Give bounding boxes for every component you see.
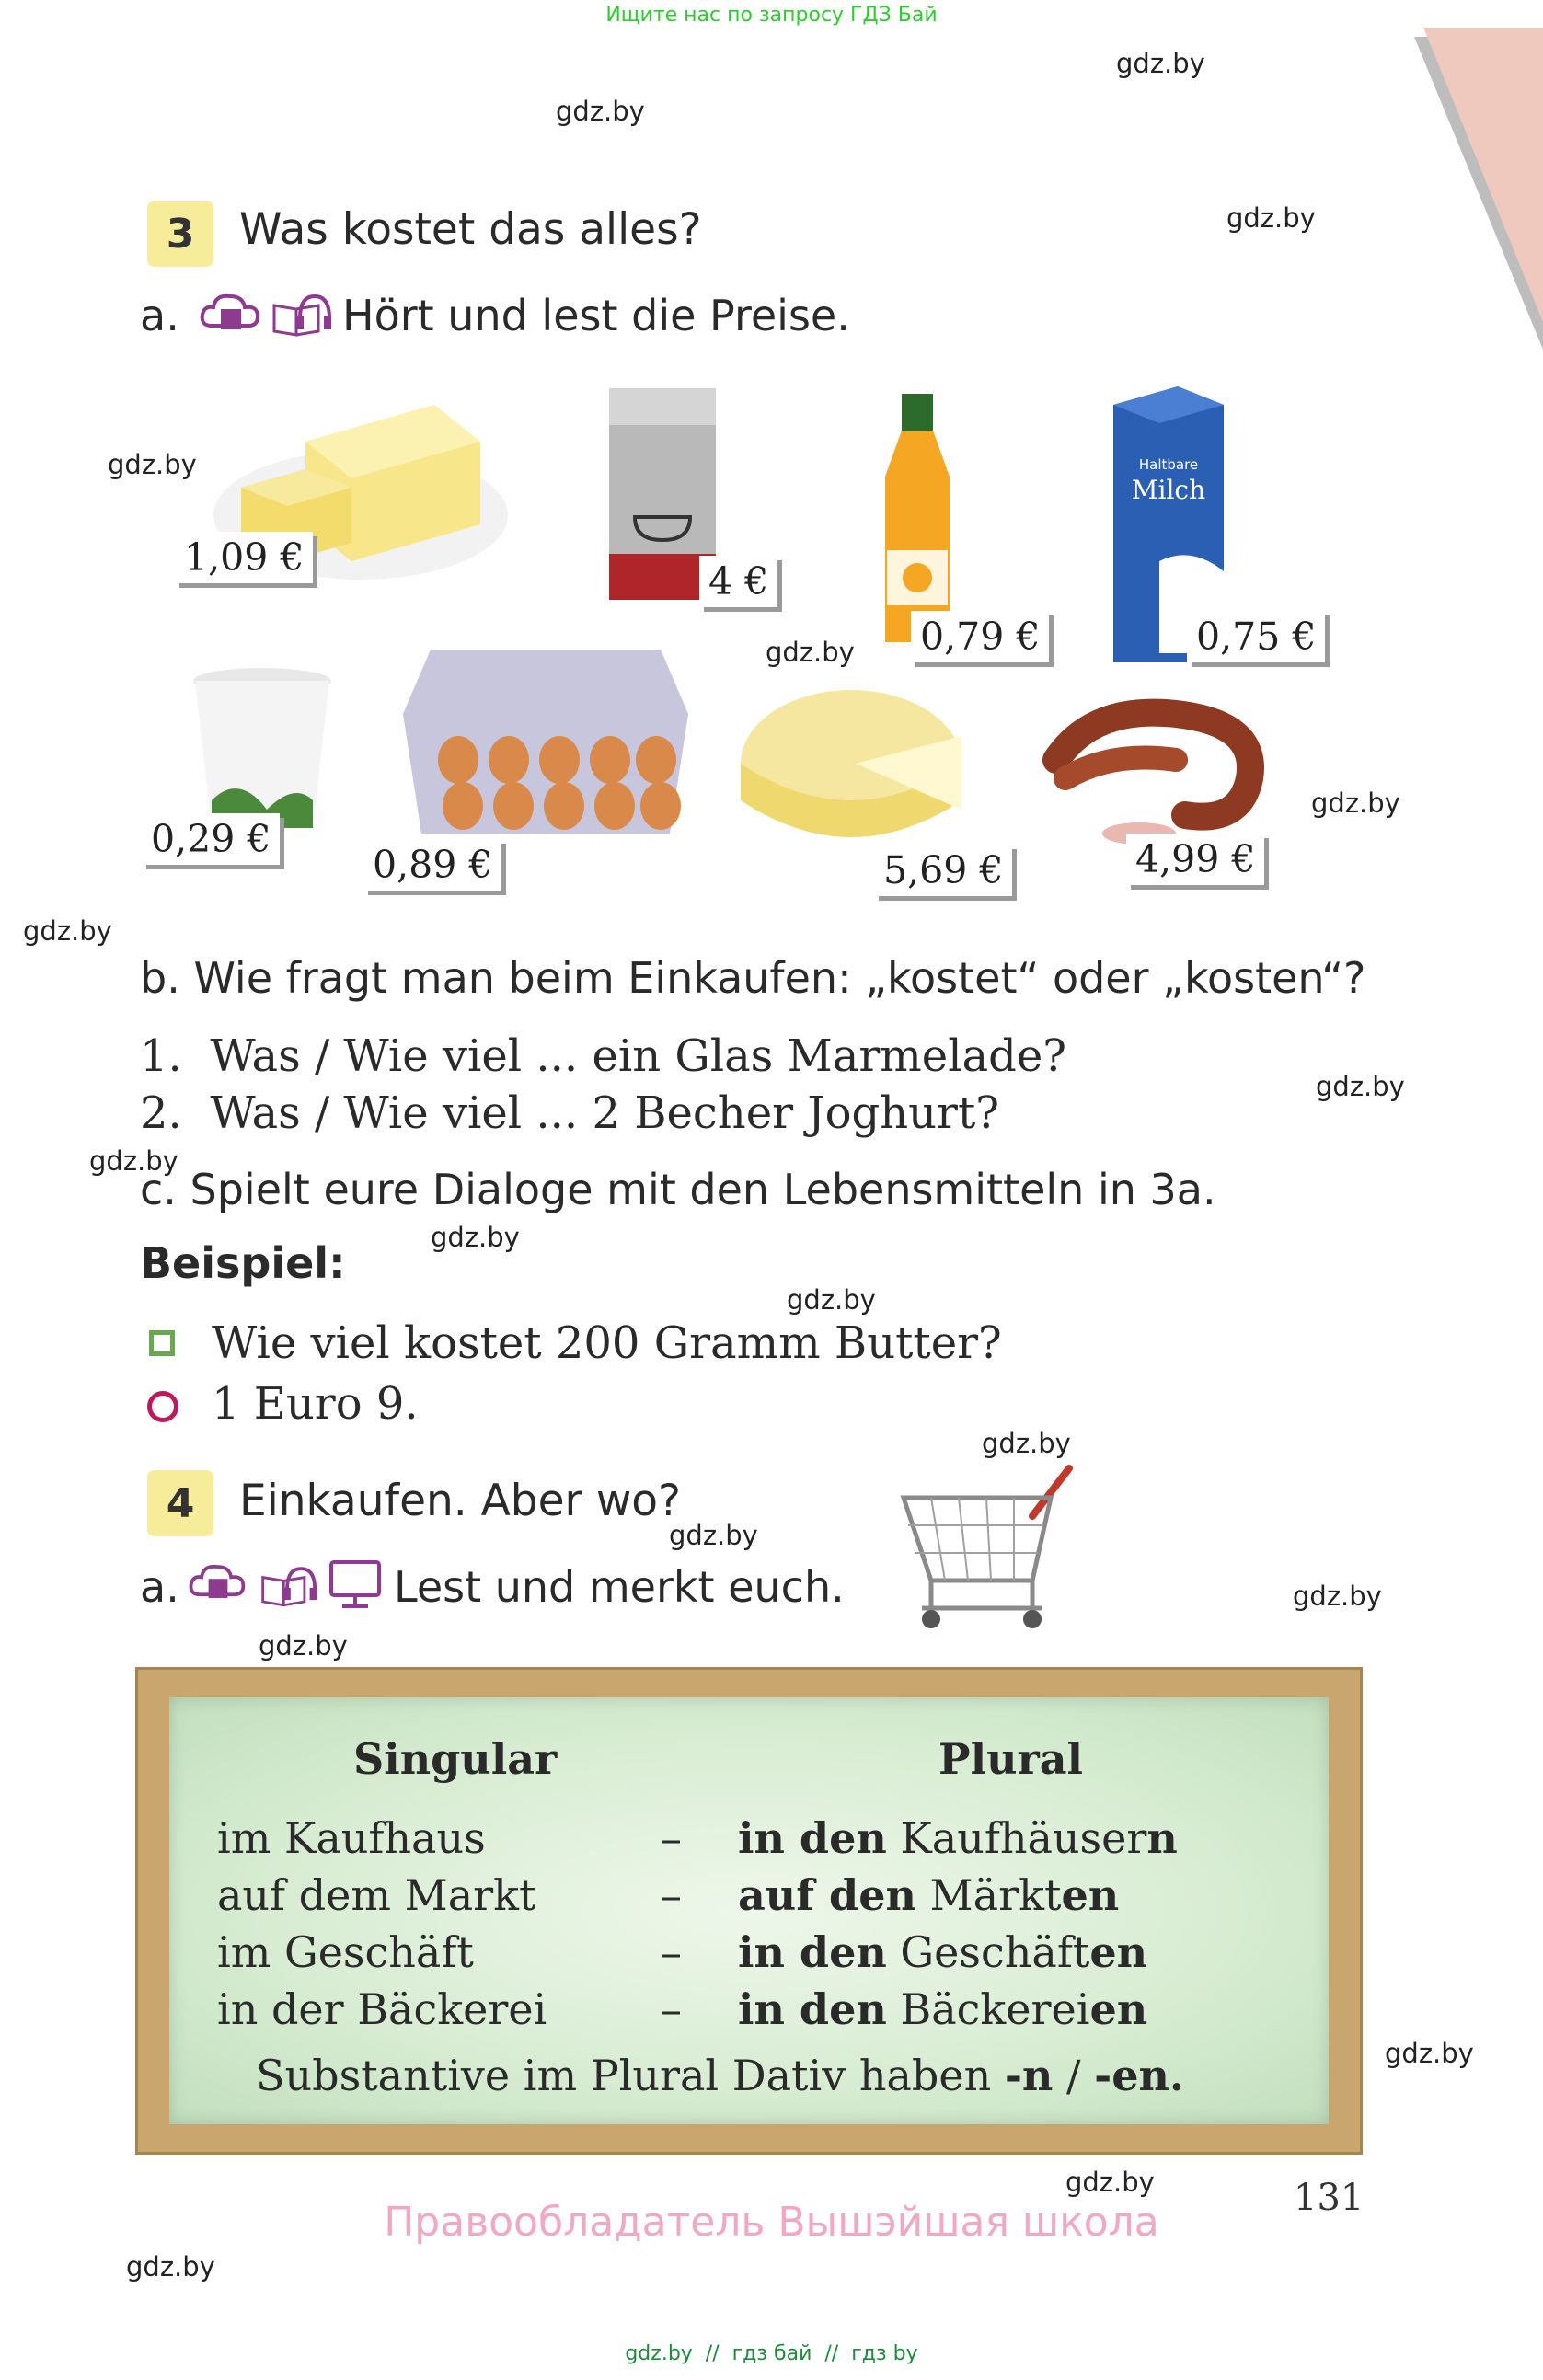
price-sausage: 4,99 €	[1126, 834, 1264, 885]
circle-bullet-icon	[147, 1391, 178, 1422]
plural-article: in den	[738, 1813, 887, 1863]
watermark: gdz.by	[126, 2251, 215, 2282]
plural-noun: Bäckerei	[886, 1984, 1090, 2034]
example-answer: 1 Euro 9.	[212, 1378, 419, 1430]
eggs-image	[394, 640, 697, 843]
corner-decoration	[1331, 0, 1543, 350]
price-yogurt: 0,29 €	[142, 813, 280, 865]
watermark: gdz.by	[1116, 48, 1205, 79]
watermark: gdz.by	[1065, 2167, 1155, 2198]
cloud-audio-icon	[188, 1558, 248, 1606]
task-3b-question: b. Wie fragt man beim Einkaufen: „kostet“ oder „kosten“?	[140, 953, 1366, 1003]
milk-name-text: Milch	[1131, 475, 1206, 505]
square-bullet-icon	[149, 1330, 175, 1356]
cheese-image	[736, 681, 966, 865]
plural-article: in den	[738, 1984, 887, 2034]
price-milk: 0,75 €	[1187, 611, 1325, 662]
plural-noun: Kaufhäuser	[886, 1813, 1147, 1863]
footer-links: gdz.by // гдз бай // гдз by	[625, 2342, 918, 2365]
plural-header: Plural	[938, 1734, 1084, 1784]
singular-header: Singular	[353, 1734, 558, 1784]
watermark: gdz.by	[1311, 788, 1400, 819]
example-label: Beispiel:	[140, 1238, 346, 1288]
copyright-notice: Правообладатель Вышэйшая школа	[384, 2199, 1159, 2246]
task-4-title: Einkaufen. Aber wo?	[239, 1476, 681, 1526]
cloud-audio-icon	[199, 289, 263, 337]
plural-row-1	[738, 1813, 1178, 1863]
shopping-cart-icon	[894, 1461, 1078, 1636]
watermark: gdz.by	[766, 637, 855, 668]
plural-noun: Geschäft	[886, 1927, 1090, 1977]
price-butter: 1,09 €	[175, 532, 313, 583]
plural-dative-rule	[256, 2051, 1184, 2100]
task-3a-text: Hört und lest die Preise.	[342, 291, 850, 340]
task-3b-item-1: 1. Was / Wie viel ... ein Glas Marmelade?	[140, 1030, 1067, 1082]
sausage-image	[1038, 696, 1286, 852]
book-headphones-icon	[258, 1562, 318, 1610]
row-dash: –	[661, 1984, 682, 2034]
rule-ending-n: -n	[1004, 2051, 1054, 2100]
computer-monitor-icon	[328, 1558, 383, 1610]
watermark: gdz.by	[669, 1520, 758, 1551]
rule-text: Substantive im Plural Dativ haben	[256, 2051, 1005, 2100]
watermark: gdz.by	[982, 1428, 1071, 1459]
task-number-3: 3	[147, 201, 213, 267]
plural-ending: en	[1061, 1870, 1120, 1920]
watermark: gdz.by	[431, 1222, 520, 1253]
price-eggs: 0,89 €	[363, 839, 501, 891]
task-number-4: 4	[147, 1470, 213, 1536]
watermark: gdz.by	[556, 96, 645, 127]
grammar-board	[135, 1667, 1363, 2155]
watermark: gdz.by	[89, 1145, 178, 1177]
singular-row-2: auf dem Markt	[217, 1870, 536, 1920]
task-4a-label: a.	[140, 1562, 179, 1612]
watermark: gdz.by	[23, 915, 112, 947]
singular-row-3: im Geschäft	[217, 1927, 474, 1977]
milk-brand-text: Haltbare	[1138, 456, 1199, 473]
watermark: gdz.by	[1316, 1071, 1405, 1102]
watermark: gdz.by	[787, 1284, 876, 1316]
plural-article: auf den	[738, 1870, 916, 1920]
plural-row-3	[738, 1927, 1147, 1977]
book-headphones-icon	[269, 291, 333, 339]
watermark: gdz.by	[1293, 1581, 1382, 1612]
task-4a-text: Lest und merkt euch.	[394, 1562, 845, 1612]
plural-row-2	[738, 1870, 1119, 1920]
plural-ending: en	[1089, 1927, 1148, 1977]
page-number: 131	[1294, 2177, 1365, 2219]
watermark: gdz.by	[108, 449, 197, 480]
watermark: gdz.by	[259, 1630, 348, 1661]
row-dash: –	[661, 1813, 682, 1863]
price-juice: 0,79 €	[911, 611, 1049, 662]
plural-article: in den	[738, 1927, 887, 1977]
grammar-board-surface	[169, 1697, 1329, 2124]
row-dash: –	[661, 1870, 682, 1920]
rule-separator: /	[1053, 2051, 1095, 2100]
plural-ending: n	[1146, 1813, 1178, 1863]
task-3a-label: a.	[140, 291, 179, 340]
plural-row-4	[738, 1984, 1147, 2034]
task-3b-item-2: 2. Was / Wie viel ... 2 Becher Joghurt?	[140, 1087, 999, 1139]
price-coffee: 4 €	[699, 556, 777, 607]
price-cheese: 5,69 €	[874, 845, 1012, 896]
singular-row-4: in der Bäckerei	[217, 1984, 547, 2034]
rule-ending-en: -en.	[1094, 2051, 1184, 2100]
singular-row-1: im Kaufhaus	[217, 1813, 486, 1863]
plural-noun: Märkt	[915, 1870, 1062, 1920]
task-3-title: Was kostet das alles?	[239, 204, 702, 255]
plural-ending: en	[1089, 1984, 1148, 2034]
top-banner: Ищите нас по запросу ГДЗ Бай	[605, 4, 938, 27]
row-dash: –	[661, 1927, 682, 1977]
watermark: gdz.by	[1385, 2038, 1474, 2069]
watermark: gdz.by	[1226, 202, 1316, 234]
task-3c-text: c. Spielt eure Dialoge mit den Lebensmitteln in 3a.	[140, 1165, 1216, 1214]
example-question: Wie viel kostet 200 Gramm Butter?	[212, 1317, 1002, 1369]
